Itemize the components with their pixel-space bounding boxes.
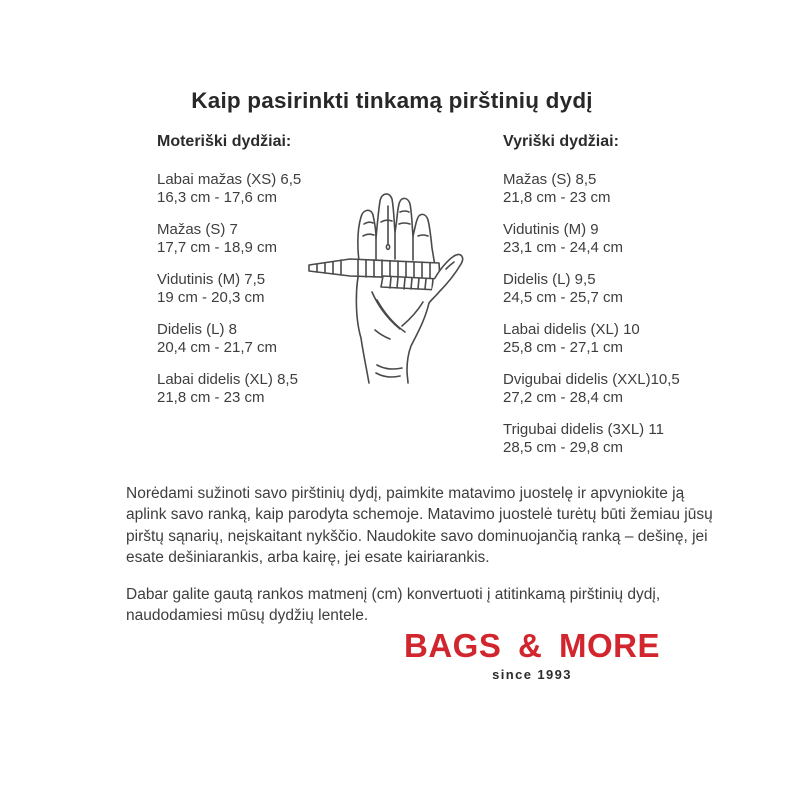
size-range: 19 cm - 20,3 cm (157, 289, 265, 306)
size-label: Labai didelis (XL) 10 (503, 321, 640, 338)
size-range: 24,5 cm - 25,7 cm (503, 289, 624, 306)
instructions-paragraph-2: Dabar galite gautą rankos matmenį (cm) konvertuoti į atitinkamą pirštinių dydį, naudodamiesi mūsų dydžių lentele. (126, 586, 661, 625)
size-range: 27,2 cm - 28,4 cm (503, 389, 624, 406)
size-label: Trigubai didelis (3XL) 11 (503, 421, 664, 438)
men-sizes-header: Vyriški dydžiai: (503, 133, 619, 150)
size-entry (503, 271, 680, 307)
hand-with-measuring-tape-icon (305, 170, 495, 385)
page-title: Kaip pasirinkti tinkamą pirštinių dydį (191, 88, 593, 113)
size-range: 21,8 cm - 23 cm (503, 189, 611, 206)
size-entry (157, 221, 301, 257)
women-sizes-header: Moteriški dydžiai: (157, 133, 292, 150)
size-label: Vidutinis (M) 9 (503, 221, 599, 238)
size-label: Didelis (L) 8 (157, 321, 238, 338)
size-entry (157, 271, 301, 307)
size-range: 23,1 cm - 24,4 cm (503, 239, 624, 256)
size-entry (157, 371, 301, 407)
size-label: Didelis (L) 9,5 (503, 271, 596, 288)
size-range: 16,3 cm - 17,6 cm (157, 189, 278, 206)
size-range: 20,4 cm - 21,7 cm (157, 339, 278, 356)
brand-logo-tagline: since 1993 (492, 667, 572, 682)
men-sizes-column (503, 133, 680, 471)
women-size-list (157, 171, 301, 407)
size-range: 17,7 cm - 18,9 cm (157, 239, 278, 256)
size-label: Dvigubai didelis (XXL)10,5 (503, 371, 680, 388)
size-label: Labai mažas (XS) 6,5 (157, 171, 302, 188)
size-range: 28,5 cm - 29,8 cm (503, 439, 624, 456)
size-range: 21,8 cm - 23 cm (157, 389, 265, 406)
size-entry (503, 321, 680, 357)
size-entry (503, 371, 680, 407)
size-range: 25,8 cm - 27,1 cm (503, 339, 624, 356)
size-label: Mažas (S) 8,5 (503, 171, 597, 188)
women-sizes-column (157, 133, 301, 421)
size-label: Labai didelis (XL) 8,5 (157, 371, 298, 388)
size-label: Mažas (S) 7 (157, 221, 238, 238)
hand-measurement-illustration (305, 170, 495, 390)
brand-logo (394, 628, 670, 682)
size-entry (503, 221, 680, 257)
size-entry (157, 171, 301, 207)
size-label: Vidutinis (M) 7,5 (157, 271, 266, 288)
size-entry (157, 321, 301, 357)
men-size-list (503, 171, 680, 457)
size-entry (503, 421, 680, 457)
instructions-paragraph-1: Norėdami sužinoti savo pirštinių dydį, paimkite matavimo juostelę ir apvyniokite ją aplink savo ranką, kaip parodyta schemoje. Matavimo juostelė turėtų būti žemiau jūsų pirštų sąnarių, neįskaitant nykščio. Naudokite savo dominuojančią ranką – dešinę, jei esate dešiniarankis, arba kairę, jei esate kairiarankis. (126, 485, 713, 567)
size-entry (503, 171, 680, 207)
brand-logo-name: BAGS & MORE (403, 627, 660, 664)
